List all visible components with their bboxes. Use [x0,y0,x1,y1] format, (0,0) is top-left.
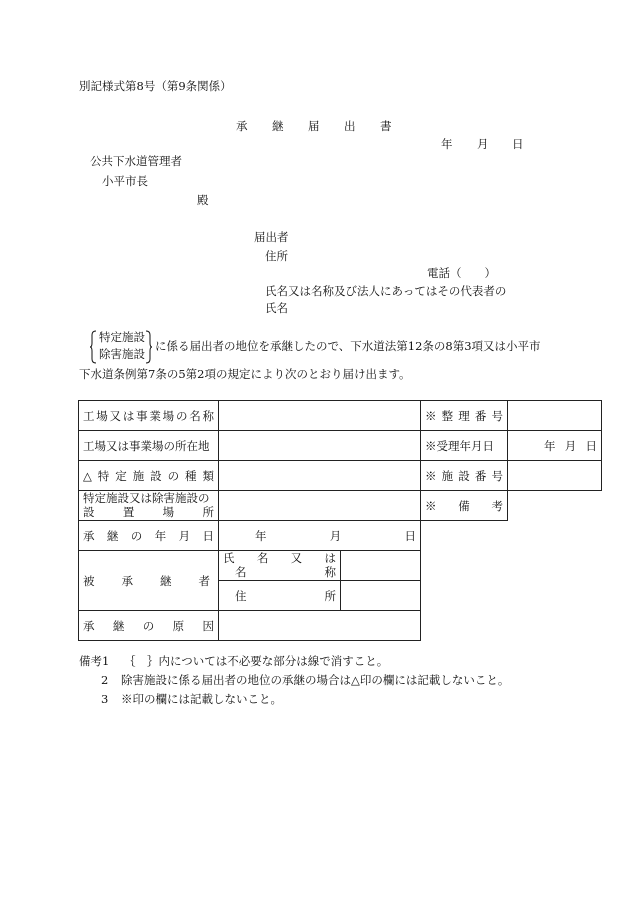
ref-no-label: ※整理番号 [421,401,508,431]
date-year-label: 年 [441,137,453,151]
received-year-label: 年 [544,438,556,453]
applicant-phone-label: 電話（ ） [427,266,496,280]
predecessor-address-field[interactable] [341,581,421,611]
body-line2: 下水道条例第7条の5第2項の規定により次のとおり届け出ます。 [79,367,411,381]
facility-type-label: △特定施設の種類 [79,461,219,491]
facility-name-label: 工場又は事業場の名称 [79,401,219,431]
succession-year-label: 年 [255,528,267,543]
received-day-label: 日 [585,438,597,453]
applicant-name-note: 氏名又は名称及び法人にあってはその代表者の [265,284,507,298]
note-3-number: 3 [101,692,109,706]
facility-no-label: ※施設番号 [421,461,508,491]
predecessor-name-field[interactable] [341,551,421,581]
note-1: ｛ ｝内については不必要な部分は線で消すこと。 [124,654,389,668]
blank-area [508,491,602,641]
succession-date-field[interactable] [219,521,421,551]
title-char: 出 [344,119,356,133]
facility-type-field[interactable] [219,461,421,491]
succession-day-label: 日 [404,528,416,543]
blank-area [421,521,508,641]
successor-form-table [78,400,602,641]
facility-location-label: 工場又は事業場の所在地 [79,431,219,461]
succession-date-label: 承継の年月日 [79,521,219,551]
brace-option-specific: 特定施設 [99,330,145,344]
received-month-label: 月 [564,438,577,453]
addressee-line2: 小平市長 [102,174,148,188]
installation-place-label: 特定施設又は除害施設の 設置場所 [79,491,219,521]
facility-no-field[interactable] [508,461,602,491]
table-row [79,491,602,521]
received-date-label: ※受理年月日 [421,431,508,461]
predecessor-name-label: 氏名又は 名称 [219,551,341,581]
note-2: 除害施設に係る届出者の地位の承継の場合は△印の欄には記載しないこと。 [121,673,510,687]
note-2-number: 2 [101,673,109,687]
applicant-label: 届出者 [254,230,289,244]
title-char: 書 [380,119,392,133]
date-day-label: 日 [512,137,524,151]
facility-name-field[interactable] [219,401,421,431]
brace-option-harm-removal: 除害施設 [99,347,145,361]
remarks-label: ※備考 [421,491,508,521]
note-3: ※印の欄には記載しないこと。 [121,692,282,706]
succession-cause-label: 承継の原因 [79,611,219,641]
title-char: 届 [308,119,320,133]
applicant-name-label: 氏名 [265,301,288,315]
table-row [79,401,602,431]
succession-month-label: 月 [329,528,342,543]
title-char: 継 [272,119,284,133]
table-row [79,431,602,461]
date-month-label: 月 [477,137,489,151]
predecessor-address-label: 住所 [219,581,341,611]
ref-no-field[interactable] [508,401,602,431]
installation-place-field[interactable] [219,491,421,521]
title-char: 承 [236,119,248,133]
table-row [79,461,602,491]
facility-type-brace [90,330,152,364]
notes-lead: 備考1 [79,654,110,668]
succession-cause-field[interactable] [219,611,421,641]
predecessor-label: 被承継者 [79,551,219,611]
addressee-honorific: 殿 [197,193,209,207]
facility-location-field[interactable] [219,431,421,461]
applicant-address-label: 住所 [265,249,288,263]
body-line1: に係る届出者の地位を承継したので、下水道法第12条の8第3項又は小平市 [155,339,541,353]
form-number: 別記様式第8号（第9条関係） [79,79,232,93]
addressee-line1: 公共下水道管理者 [90,154,182,168]
received-date-field[interactable] [508,431,602,461]
